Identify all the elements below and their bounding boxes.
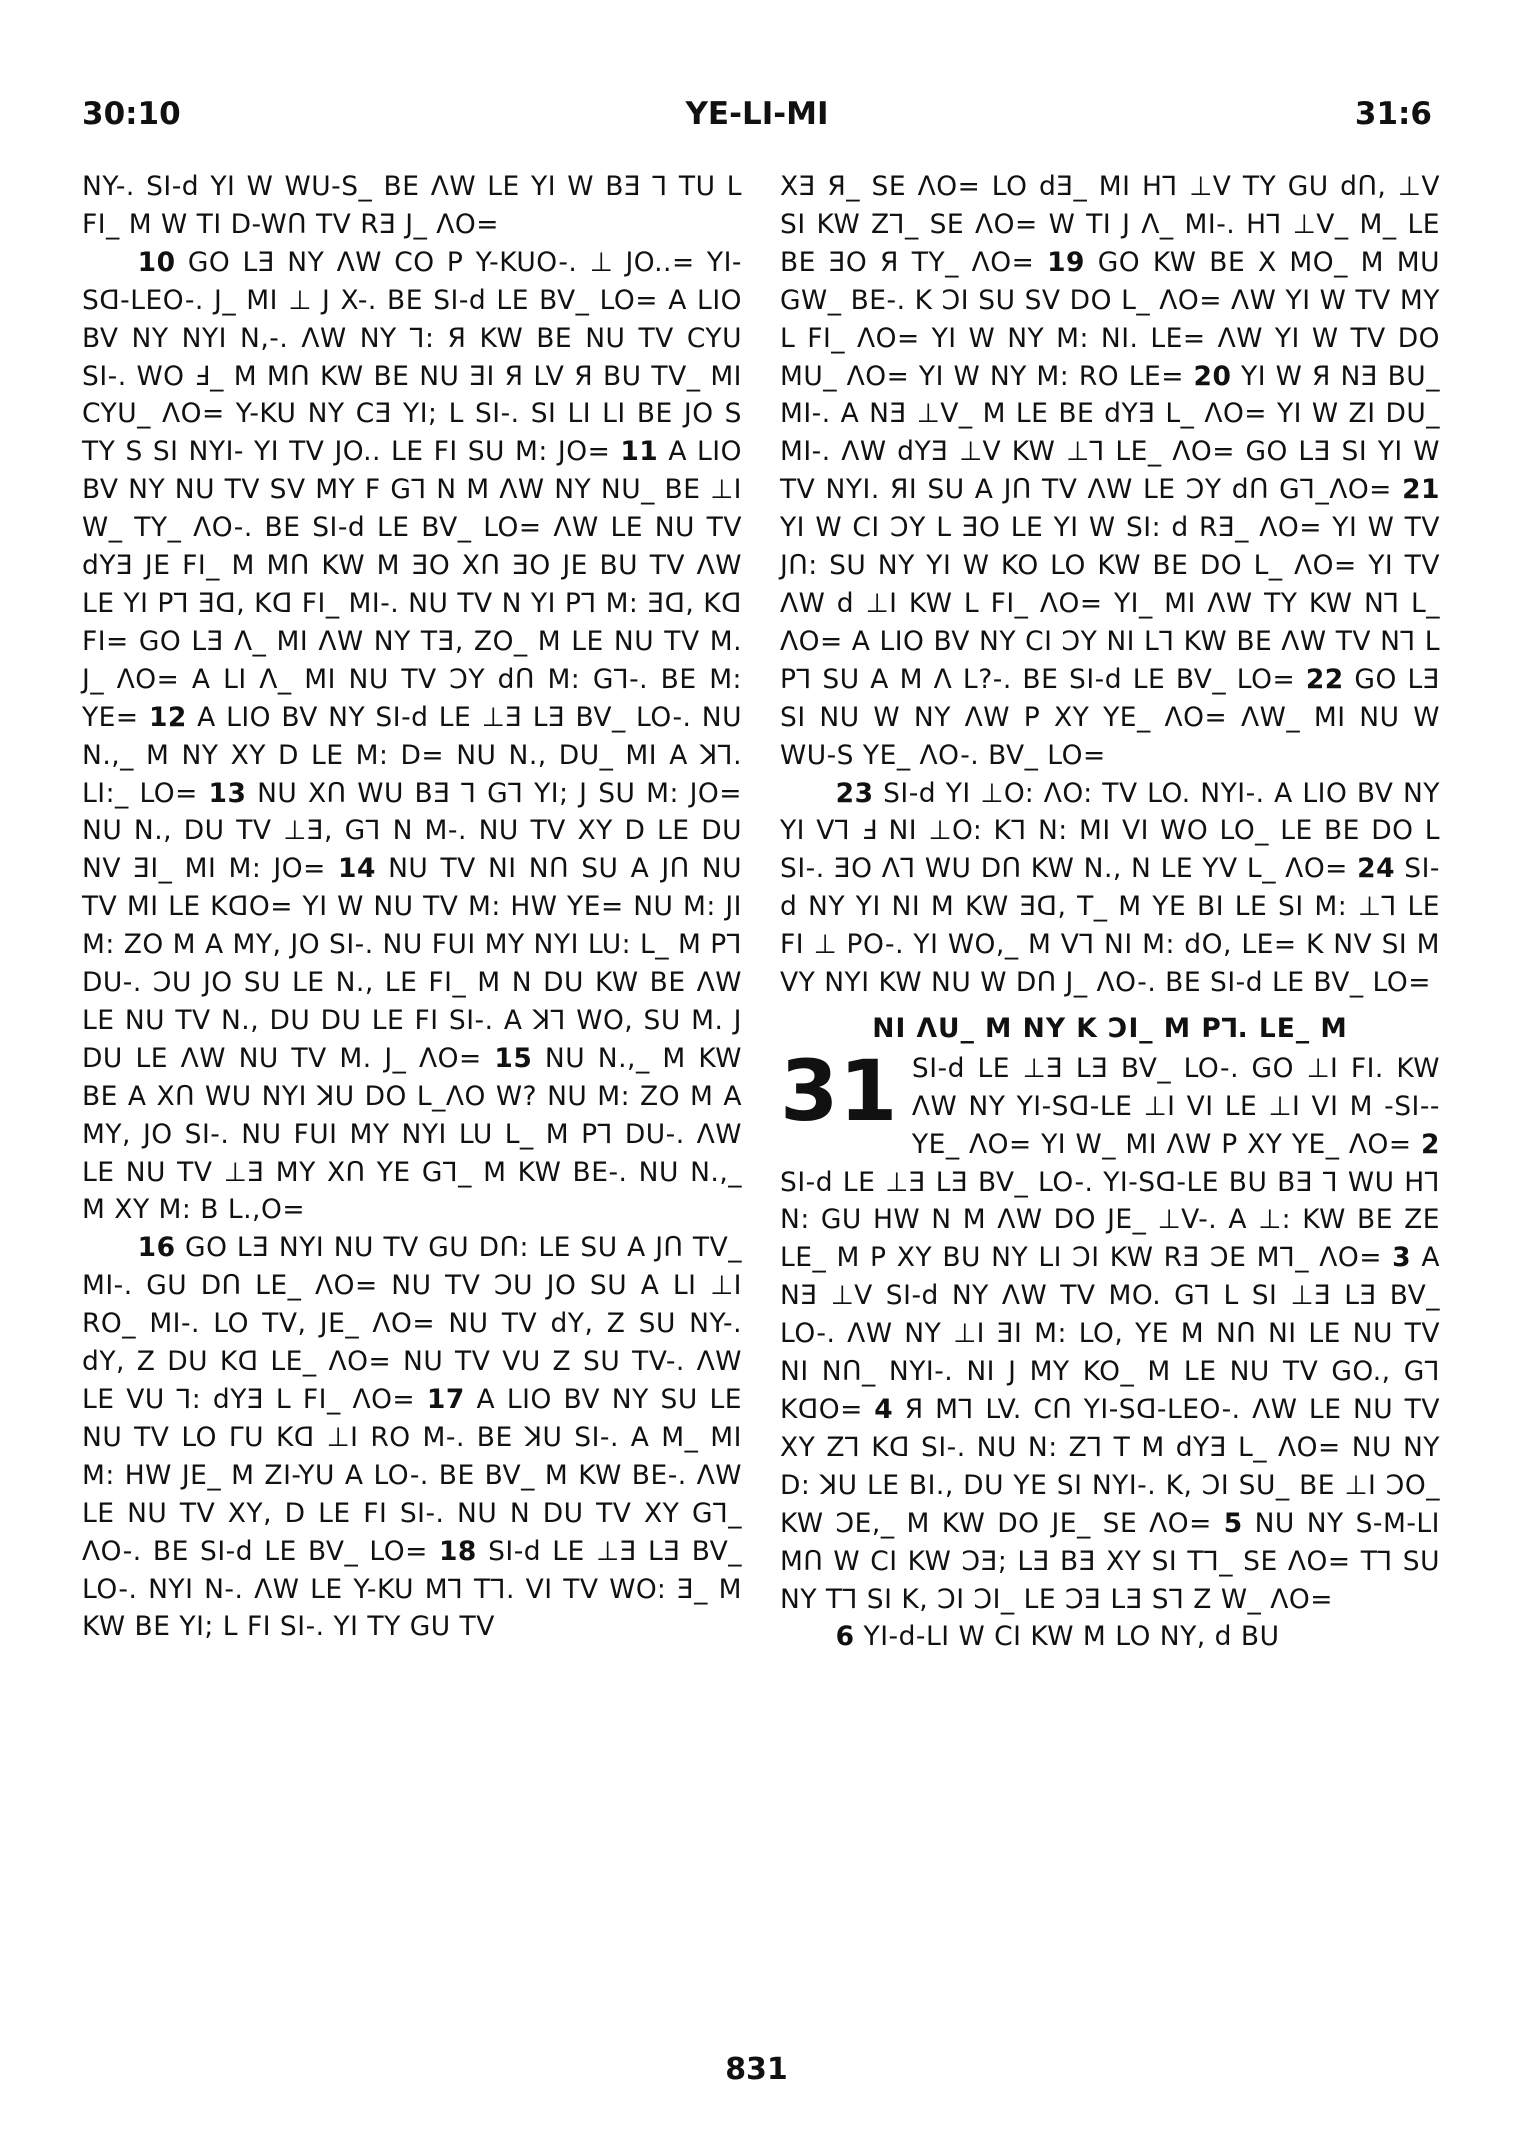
verse-text: A NƎ ⊥V SI-d NY ΛW TV MO. G⅂ L SI ⊥Ǝ LƎ BV_ LO-. ΛW NY ⊥I ƎI M: LO, YE M NՈ NI LE NU TV NI NՈ_ NYI-. NI J MY KO_ M LE NU TV GO., G⅂ KᗡO= — [780, 1242, 1440, 1425]
verse-number: 16 — [137, 1232, 176, 1264]
verse-text: NU N.,_ M KW BE A XՈ WU NYI ꓘU DO L_ΛO W? NU M: ZO M A MY, JO SI-. NU FUI MY NYI LU L_ M P⅂ DU-. ΛW LE NU TV ⊥Ǝ MY XՈ YE G⅂_ M KW BE-. NU N.,_ M XY M: B L.,O= — [82, 1042, 742, 1226]
verse-text: NU NY S-M-LI MՈ W CI KW ƆƎ; LƎ BƎ XY SI T⅂_ SE ΛO= T⅂ SU NY T⅂ SI K, ƆI ƆI_ LE ƆƎ LƎ S⅂ Z W_ ΛO= — [780, 1507, 1440, 1615]
chapter-number: 31 — [780, 1041, 898, 1140]
paragraph — [780, 775, 1440, 1002]
verse-number: 21 — [1402, 474, 1440, 506]
verse-number: 4 — [874, 1394, 894, 1425]
verse-text: NU XՈ WU BƎ ⅂ G⅂ YI; J SU M: JO= NU N., DU TV ⊥Ǝ, G⅂ N M-. NU TV XY D LE DU NV ƎI_ MI M: JO= — [82, 777, 742, 885]
verse-text: SI-d LE ⊥Ǝ LƎ BV_ LO-. NYI N-. ΛW LE Y-KU M⅂ T⅂. VI TV WO: Ǝ_ M KW BE YI; L FI SI-. YI TY GU TV — [82, 1535, 742, 1643]
verse-text: NU TV NI NՈ SU A JՈ NU TV MI LE KᗡO= YI W NU TV M: HW YE= NU M: JI M: ZO M A MY, JO SI-. NU FUI MY NYI LU: L_ M P⅂ DU-. ƆU JO SU LE N., LE FI_ M N DU KW BE ΛW LE NU TV N., DU DU LE FI SI-. A ꓘ⅂ WO, SU M. J DU LE ΛW NU TV M. J_ ΛO= — [82, 853, 742, 1074]
right-text-column — [780, 168, 1440, 1656]
verse-text: SI-d LE ⊥Ǝ LƎ BV_ LO-. GO ⊥I FI. KW ΛW NY YI-Sᗡ-LE ⊥I VI LE ⊥I VI M -SI-- YE_ ΛO= YI W_ MI ΛW P XY YE_ ΛO= — [911, 1052, 1440, 1160]
verse-text: YI-d-LI W CI KW M LO NY, d BU — [863, 1621, 1280, 1653]
verse-number: 22 — [1305, 663, 1344, 695]
verse-number: 17 — [426, 1384, 465, 1415]
verse-number: 10 — [137, 246, 176, 278]
page-header — [82, 96, 1432, 146]
verse-text: A LIO BV NY SU LE NU TV LO ᒥU Kᗡ ⊥I RO M-. BE ꓘU SI-. A M_ MI M: HW JE_ M ZI-YU A LO-. BE BV_ M KW BE-. ΛW LE NU TV XY, D LE FI SI-. NU N DU TV XY G⅂_ ΛO-. BE SI-d LE BV_ LO= — [82, 1384, 742, 1567]
verse-number: 12 — [148, 701, 187, 733]
chapter-heading: NI ΛU_ M NY K ƆI_ M P⅂. LE_ M — [872, 1012, 1348, 1044]
book-title: YE-LI-MI — [685, 96, 829, 132]
verse-number: 18 — [438, 1535, 477, 1567]
verse-number: 6 — [835, 1621, 855, 1653]
verse-text: SI-d NY YI NI M KW Ǝᗡ, T_ M YE BI LE SI M: ⊥⅂ LE FI ⊥ PO-. YI WO,_ M V⅂ NI M: dO, LE= K NV SI M VY NYI KW NU W DՈ J_ ΛO-. BE SI-d LE BV_ LO= — [780, 853, 1440, 999]
verse-text: GO LƎ NY ΛW CO P Y-KUO-. ⊥ JO..= YI-Sᗡ-LEO-. J_ MI ⊥ J X-. BE SI-d LE BV_ LO= A LIO BV NY NYI N,-. ΛW NY ⅂: Я KW BE NU TV CYU SI-. WO Ⅎ_ M MՈ KW BE NU ƎI Я LV Я BU TV_ MI CYU_ ΛO= Y-KU NY CƎ YI; L SI-. SI LI LI BE JO S TY S SI NYI- YI TV JO.. LE FI SU M: JO= — [82, 246, 742, 468]
paragraph — [82, 1229, 742, 1646]
paragraph — [82, 168, 742, 244]
verse-text: GO LƎ SI NU W NY ΛW P XY YE_ ΛO= ΛW_ MI NU W WU-S YE_ ΛO-. BV_ LO= — [780, 663, 1440, 771]
verse-text: A LIO BV NY NU TV SV MY F G⅂ N M ΛW NY NU_ BE ⊥I W_ TY_ ΛO-. BE SI-d LE BV_ LO= ΛW LE NU TV dYƎ JE FI_ M MՈ KW M ƎO XՈ ƎO JE BU TV ΛW LE YI P⅂ Ǝᗡ, Kᗡ FI_ MI-. NU TV N YI P⅂ M: Ǝᗡ, Kᗡ FI= GO LƎ Λ_ MI ΛW NY TƎ, ZO_ M LE NU TV M. J_ ΛO= A LI Λ_ MI NU TV ƆY dՈ M: G⅂-. BE M: YE= — [82, 436, 742, 733]
verse-text: YI W CI ƆY L ƎO LE YI W SI: d RƎ_ ΛO= YI W TV JՈ: SU NY YI W KO LO KW BE DO L_ ΛO= YI TV ΛW d ⊥I KW L FI_ ΛO= YI_ MI ΛW TY KW N⅂ L_ ΛO= A LIO BV NY CI ƆY NI L⅂ KW BE ΛW TV N⅂ L P⅂ SU A M Λ L?-. BE SI-d LE BV_ LO= — [780, 512, 1440, 695]
chapter-first-paragraph — [780, 1041, 1440, 1619]
verse-text: SI-d LE ⊥Ǝ LƎ BV_ LO-. YI-Sᗡ-LE BU BƎ ⅂ WU H⅂ N: GU HW N M ΛW DO JE_ ⊥V-. A ⊥: KW BE ZE LE_ M P XY BU NY LI ƆI KW RƎ ƆE M⅂_ ΛO= — [780, 1166, 1440, 1274]
verse-text: NY-. SI-d YI W WU-S_ BE ΛW LE YI W BƎ ⅂ TU L FI_ M W TI D-WՈ TV RƎ J_ ΛO= — [82, 171, 742, 240]
paragraph — [780, 1618, 1440, 1656]
verse-number: 3 — [1392, 1242, 1412, 1274]
verse-number: 23 — [835, 777, 874, 809]
verse-text: GO LƎ NYI NU TV GU DՈ: LE SU A JՈ TV_ MI-. GU DՈ LE_ ΛO= NU TV ƆU JO SU A LI ⊥I RO_ MI-. LO TV, JE_ ΛO= NU TV dY, Z SU NY-. dY, Z DU Kᗡ LE_ ΛO= NU TV VU Z SU TV-. ΛW LE VU ⅂: dYƎ L FI_ ΛO= — [82, 1232, 742, 1415]
header-left-reference: 30:10 — [82, 96, 181, 132]
header-right-reference: 31:6 — [1354, 96, 1432, 132]
verse-number: 20 — [1193, 360, 1232, 392]
verse-text: XƎ Я_ SE ΛO= LO dƎ_ MI H⅂ ⊥V TY GU dՈ, ⊥V SI KW Z⅂_ SE ΛO= W TI J Λ_ MI-. H⅂ ⊥V_ M_ LE BE ƎO Я TY_ ΛO= — [780, 171, 1440, 278]
verse-number: 11 — [620, 436, 659, 468]
verse-text: GO KW BE X MO_ M MU GW_ BE-. K ƆI SU SV DO L_ ΛO= ΛW YI W TV MY L FI_ ΛO= YI W NY M: NI. LE= ΛW YI W TV DO MU_ ΛO= YI W NY M: RO LE= — [780, 246, 1440, 392]
verse-text: SI-d YI ⊥O: ΛO: TV LO. NYI-. A LIO BV NY YI V⅂ Ⅎ NI ⊥O: K⅂ N: MI VI WO LO_ LE BE DO L SI-. ƎO Λ⅂ WU DՈ KW N., N LE YV L_ ΛO= — [780, 777, 1440, 885]
verse-text: Я M⅂ LV. CՈ YI-Sᗡ-LEO-. ΛW LE NU TV XY Z⅂ Kᗡ SI-. NU N: Z⅂ T M dYƎ L_ ΛO= NU NY D: ꓘU LE BI., DU YE SI NYI-. K, ƆI SU_ BE ⊥I ƆO_ KW ƆE,_ M KW DO JE_ SE ΛO= — [780, 1394, 1440, 1539]
verse-number: 5 — [1223, 1507, 1243, 1539]
verse-number: 15 — [494, 1042, 533, 1074]
verse-number: 24 — [1357, 853, 1396, 885]
left-text-column — [82, 168, 742, 1646]
verse-number: 14 — [338, 853, 376, 885]
verse-number: 13 — [208, 777, 247, 809]
verse-number: 19 — [1047, 246, 1085, 278]
verse-text: A LIO BV NY SI-d LE ⊥Ǝ LƎ BV_ LO-. NU N.,_ M NY XY D LE M: D= NU N., DU_ MI A ꓘ⅂. LI:_ LO= — [82, 701, 742, 809]
paragraph — [82, 244, 742, 1230]
verse-text: YI W Я NƎ BU_ MI-. A NƎ ⊥V_ M LE BE dYƎ L_ ΛO= YI W ZI DU_ MI-. ΛW dYƎ ⊥V KW ⊥⅂ LE_ ΛO= GO LƎ SI YI W TV NYI. ЯI SU A JՈ TV ΛW LE ƆY dՈ G⅂_ΛO= — [780, 360, 1440, 506]
paragraph — [780, 168, 1440, 775]
verse-number: 2 — [1421, 1128, 1440, 1160]
page-number: 831 — [725, 2052, 788, 2087]
